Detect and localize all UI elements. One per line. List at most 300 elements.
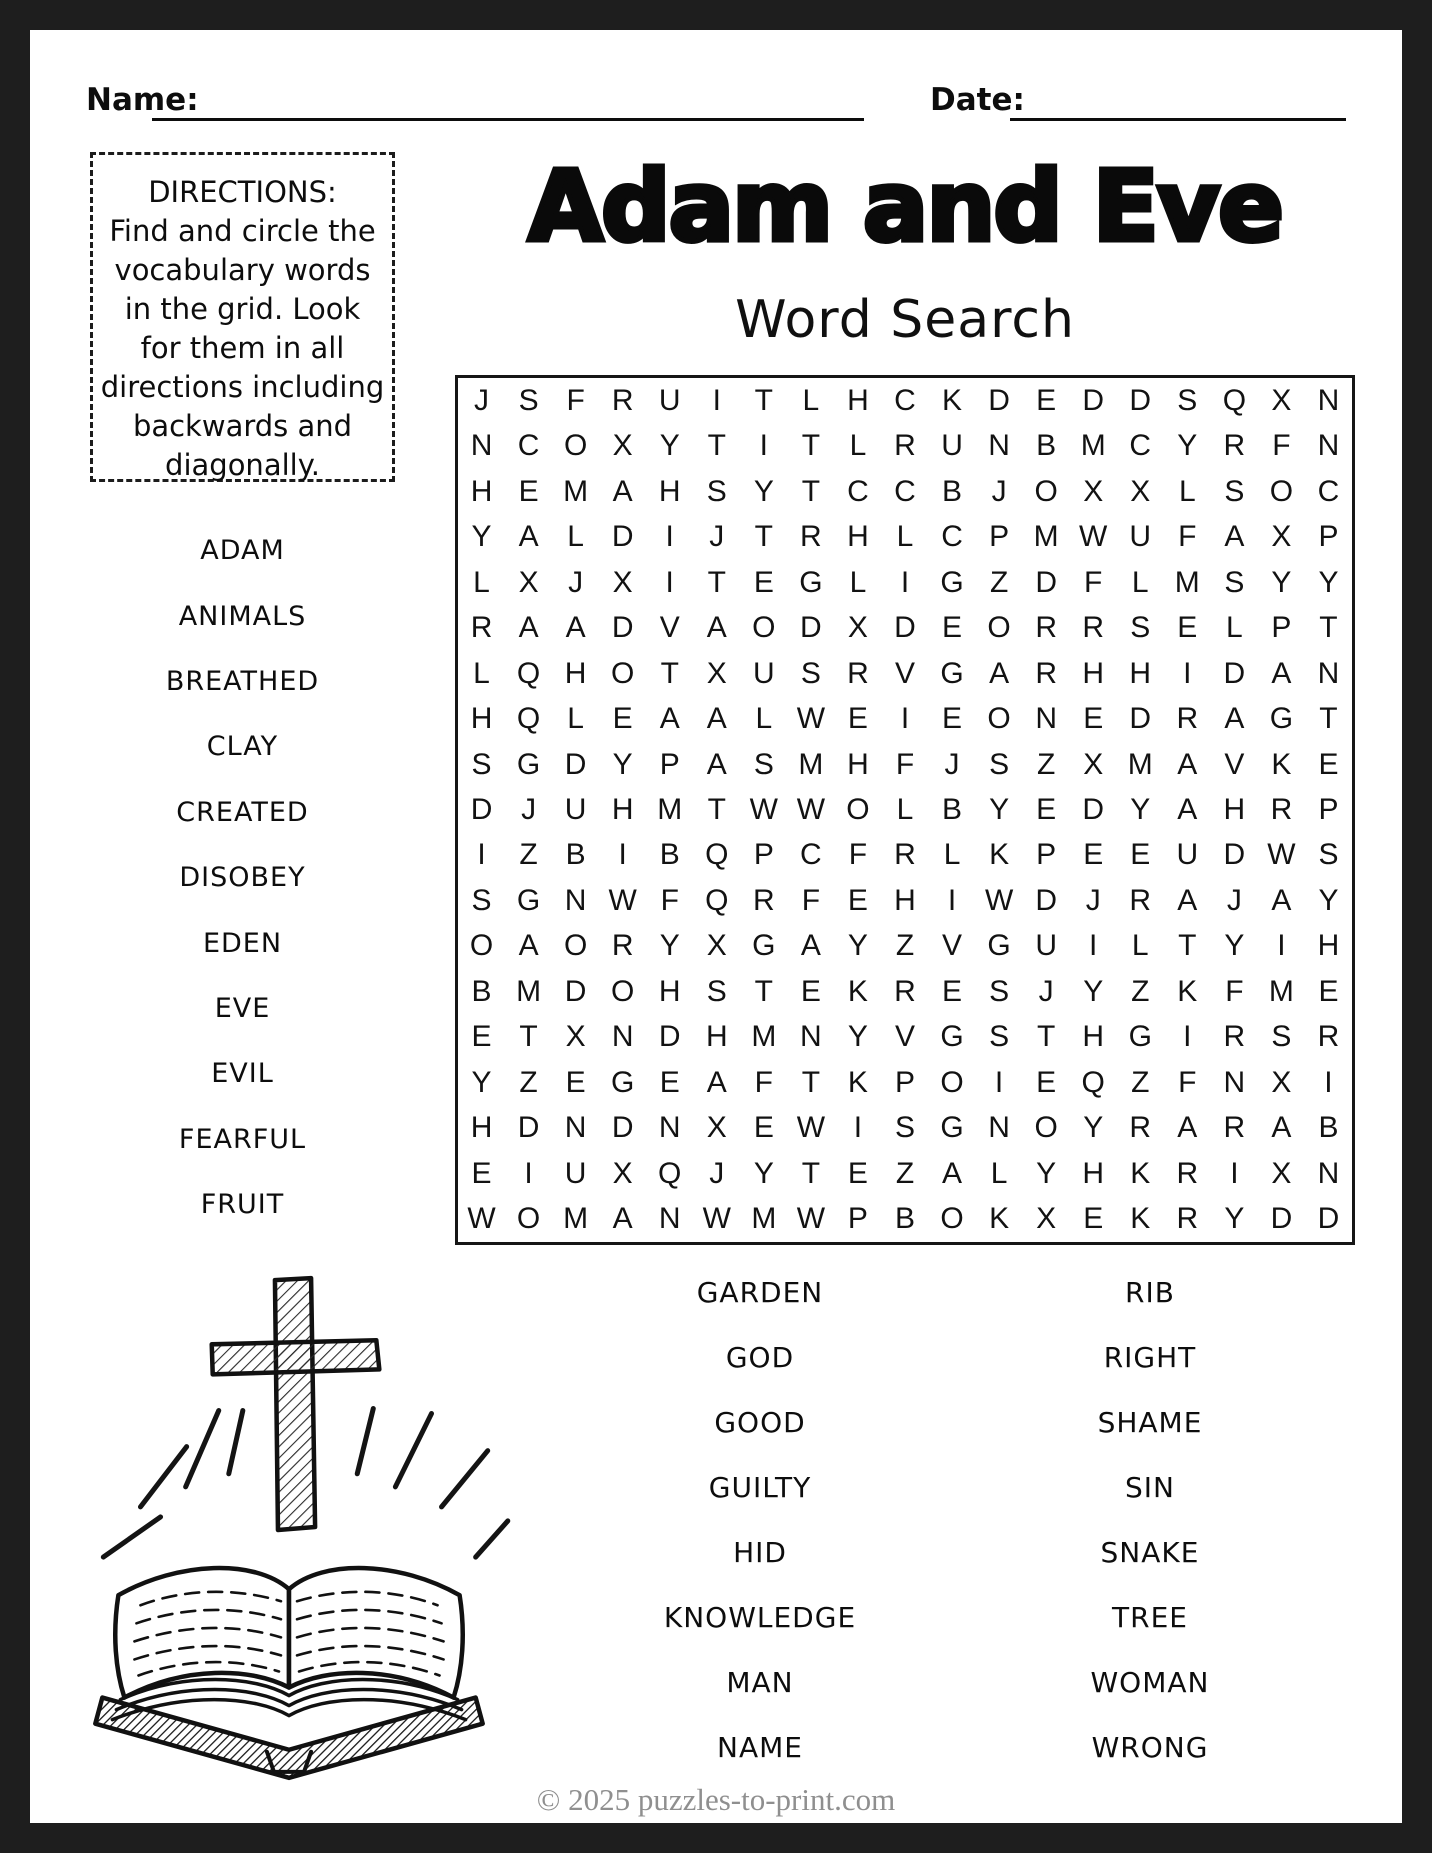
open-bible-icon bbox=[95, 1568, 482, 1778]
grid-cell: X bbox=[1083, 474, 1104, 508]
grid-cell: H bbox=[470, 702, 493, 736]
grid-cell: T bbox=[1036, 1020, 1056, 1054]
grid-cell: W bbox=[796, 1111, 826, 1145]
grid-cell: W bbox=[796, 1202, 826, 1236]
grid-cell: H bbox=[847, 747, 869, 781]
grid-cell: N bbox=[1317, 1156, 1340, 1190]
grid-cell: M bbox=[1174, 565, 1200, 599]
grid-cell: Q bbox=[705, 838, 729, 872]
grid-cell: D bbox=[1035, 565, 1057, 599]
grid-cell: J bbox=[991, 474, 1007, 508]
grid-cell: Z bbox=[1036, 747, 1056, 781]
grid-cell: E bbox=[942, 611, 963, 645]
word-list-item: SIN bbox=[1125, 1471, 1175, 1504]
grid-cell: V bbox=[894, 1020, 915, 1054]
word-list-item: EVE bbox=[214, 992, 271, 1024]
word-list-item: ANIMALS bbox=[178, 600, 307, 632]
grid-cell: Q bbox=[1081, 1065, 1105, 1099]
grid-cell: G bbox=[987, 929, 1011, 963]
grid-cell: A bbox=[1271, 883, 1292, 917]
grid-cell: H bbox=[1082, 656, 1105, 690]
grid-cell: O bbox=[469, 929, 494, 963]
grid-cell: T bbox=[754, 383, 773, 417]
grid-cell: D bbox=[611, 520, 634, 554]
grid-cell: U bbox=[564, 1156, 587, 1190]
directions-box bbox=[90, 152, 395, 482]
grid-cell: Y bbox=[1271, 565, 1292, 599]
grid-cell: R bbox=[1176, 1156, 1199, 1190]
grid-cell: M bbox=[563, 474, 589, 508]
word-list-item: GOD bbox=[725, 1341, 795, 1374]
grid-cell: I bbox=[900, 702, 910, 736]
grid-cell: F bbox=[848, 838, 868, 872]
grid-cell: R bbox=[1270, 792, 1293, 826]
grid-cell: G bbox=[611, 1065, 635, 1099]
grid-cell: J bbox=[1226, 883, 1242, 917]
grid-cell: A bbox=[1271, 1111, 1292, 1145]
grid-cell: S bbox=[1130, 611, 1151, 645]
grid-cell: E bbox=[1083, 838, 1104, 872]
grid-cell: M bbox=[1127, 747, 1153, 781]
grid-cell: M bbox=[751, 1020, 777, 1054]
grid-cell: C bbox=[894, 383, 916, 417]
grid-cell: E bbox=[800, 974, 821, 1008]
grid-cell: G bbox=[1269, 702, 1294, 736]
grid-cell: L bbox=[1226, 611, 1243, 645]
grid-cell: I bbox=[524, 1156, 533, 1190]
grid-cell: D bbox=[1082, 383, 1105, 417]
grid-cell: L bbox=[1131, 929, 1149, 963]
grid-cell: O bbox=[1034, 474, 1058, 508]
word-list-item: NAME bbox=[717, 1731, 803, 1764]
grid-cell: R bbox=[1082, 611, 1105, 645]
grid-cell: C bbox=[941, 520, 963, 554]
directions-line: directions including bbox=[100, 370, 385, 404]
word-list-item: RIB bbox=[1125, 1276, 1175, 1309]
grid-cell: D bbox=[894, 611, 916, 645]
grid-cell: T bbox=[801, 429, 821, 463]
grid-cell: E bbox=[1083, 1202, 1104, 1236]
word-list-item: FEARFUL bbox=[178, 1123, 307, 1155]
grid-cell: A bbox=[565, 611, 586, 645]
grid-cell: T bbox=[660, 656, 679, 690]
date-blank-line bbox=[1010, 84, 1346, 121]
grid-cell: J bbox=[568, 565, 584, 599]
grid-cell: Y bbox=[471, 1065, 492, 1099]
grid-cell: O bbox=[563, 929, 588, 963]
grid-cell: R bbox=[1129, 883, 1152, 917]
grid-cell: Z bbox=[519, 838, 538, 872]
grid-cell: X bbox=[612, 429, 633, 463]
grid-cell: X bbox=[518, 565, 539, 599]
grid-cell: R bbox=[1223, 1020, 1246, 1054]
grid-cell: S bbox=[1224, 474, 1245, 508]
grid-cell: L bbox=[567, 702, 584, 736]
grid-cell: U bbox=[1176, 838, 1199, 872]
grid-cell: F bbox=[1272, 429, 1291, 463]
word-list-item: WOMAN bbox=[1090, 1666, 1210, 1699]
grid-cell: Z bbox=[895, 1156, 915, 1190]
grid-cell: C bbox=[847, 474, 869, 508]
grid-cell: R bbox=[1223, 429, 1246, 463]
grid-cell: X bbox=[1130, 474, 1151, 508]
grid-cell: N bbox=[658, 1202, 681, 1236]
grid-cell: E bbox=[1036, 383, 1057, 417]
grid-cell: U bbox=[658, 383, 681, 417]
grid-cell: U bbox=[1035, 929, 1057, 963]
grid-cell: A bbox=[1177, 883, 1198, 917]
grid-cell: L bbox=[943, 838, 961, 872]
grid-cell: G bbox=[940, 656, 964, 690]
grid-cell: Y bbox=[847, 1020, 868, 1054]
grid-cell: K bbox=[847, 1065, 868, 1099]
grid-cell: K bbox=[989, 838, 1010, 872]
grid-cell: I bbox=[759, 429, 768, 463]
grid-cell: N bbox=[800, 1020, 822, 1054]
grid-cell: E bbox=[612, 702, 633, 736]
grid-cell: O bbox=[987, 702, 1011, 736]
grid-cell: W bbox=[608, 883, 637, 917]
grid-cell: F bbox=[1178, 1065, 1197, 1099]
grid-cell: H bbox=[470, 474, 493, 508]
grid-cell: S bbox=[518, 383, 539, 417]
grid-cell: S bbox=[706, 474, 727, 508]
grid-cell: X bbox=[1271, 383, 1292, 417]
grid-cell: K bbox=[1130, 1156, 1151, 1190]
grid-cell: R bbox=[894, 429, 916, 463]
grid-cell: B bbox=[565, 838, 586, 872]
grid-cell: F bbox=[660, 883, 679, 917]
word-list-item: CREATED bbox=[176, 796, 309, 828]
grid-cell: E bbox=[565, 1065, 586, 1099]
grid-cell: J bbox=[521, 792, 537, 826]
grid-cell: P bbox=[1318, 792, 1339, 826]
grid-cell: R bbox=[1035, 656, 1057, 690]
grid-cell: R bbox=[611, 929, 634, 963]
grid-cell: A bbox=[1224, 702, 1245, 736]
word-list-item: GUILTY bbox=[708, 1471, 812, 1504]
grid-cell: T bbox=[707, 792, 726, 826]
grid-cell: N bbox=[564, 1111, 587, 1145]
grid-cell: D bbox=[470, 792, 493, 826]
grid-cell: P bbox=[847, 1202, 868, 1236]
grid-cell: Y bbox=[1130, 792, 1151, 826]
grid-cell: P bbox=[1271, 611, 1292, 645]
grid-cell: W bbox=[984, 883, 1014, 917]
word-list-item: CLAY bbox=[206, 731, 279, 763]
grid-cell: E bbox=[847, 1156, 868, 1190]
grid-cell: H bbox=[470, 1111, 493, 1145]
grid-cell: N bbox=[1223, 1065, 1246, 1099]
grid-cell: J bbox=[944, 747, 960, 781]
grid-cell: B bbox=[1318, 1111, 1339, 1145]
grid-cell: J bbox=[1085, 883, 1101, 917]
grid-cell: X bbox=[1271, 1156, 1292, 1190]
grid-cell: D bbox=[611, 611, 634, 645]
name-label: Name: bbox=[86, 82, 199, 118]
grid-cell: D bbox=[517, 1111, 540, 1145]
grid-cell: I bbox=[618, 838, 627, 872]
grid-cell: T bbox=[519, 1020, 538, 1054]
grid-cell: H bbox=[1082, 1020, 1105, 1054]
grid-cell: C bbox=[800, 838, 822, 872]
grid-cell: O bbox=[611, 974, 635, 1008]
grid-cell: T bbox=[754, 974, 773, 1008]
grid-cell: P bbox=[1318, 520, 1339, 554]
grid-cell: Y bbox=[471, 520, 492, 554]
name-blank-line bbox=[152, 84, 864, 121]
grid-cell: O bbox=[1269, 474, 1294, 508]
grid-cell: X bbox=[612, 1156, 633, 1190]
directions-line: backwards and bbox=[132, 409, 353, 443]
grid-cell: I bbox=[900, 565, 910, 599]
grid-cell: I bbox=[665, 565, 674, 599]
grid-cell: C bbox=[517, 429, 540, 463]
grid-cell: Z bbox=[895, 929, 915, 963]
grid-cell: N bbox=[564, 883, 587, 917]
grid-cell: A bbox=[1224, 520, 1245, 554]
word-list-item: EVIL bbox=[211, 1058, 274, 1090]
grid-cell: P bbox=[989, 520, 1010, 554]
puzzle-title: Adam and Eve bbox=[528, 150, 1282, 263]
grid-cell: G bbox=[1128, 1020, 1152, 1054]
directions-line: diagonally. bbox=[165, 448, 320, 482]
word-list-item: ADAM bbox=[200, 535, 285, 567]
grid-cell: C bbox=[894, 474, 916, 508]
grid-cell: Y bbox=[1083, 974, 1104, 1008]
grid-cell: K bbox=[847, 974, 868, 1008]
grid-cell: H bbox=[847, 383, 869, 417]
grid-cell: I bbox=[712, 383, 721, 417]
grid-cell: H bbox=[658, 474, 681, 508]
grid-cell: S bbox=[1271, 1020, 1292, 1054]
grid-cell: Y bbox=[847, 929, 868, 963]
word-list-left bbox=[90, 518, 395, 1237]
grid-cell: H bbox=[611, 792, 634, 826]
grid-cell: I bbox=[477, 838, 486, 872]
grid-cell: J bbox=[1038, 974, 1054, 1008]
grid-cell: Y bbox=[659, 429, 680, 463]
grid-cell: E bbox=[1083, 702, 1104, 736]
grid-cell: K bbox=[1177, 974, 1198, 1008]
grid-cell: O bbox=[1034, 1111, 1058, 1145]
grid-cell: W bbox=[796, 702, 826, 736]
grid-cell: Q bbox=[705, 883, 729, 917]
grid-cell: P bbox=[659, 747, 680, 781]
grid-cell: P bbox=[894, 1065, 915, 1099]
grid-cell: E bbox=[942, 974, 963, 1008]
grid-cell: E bbox=[1318, 974, 1339, 1008]
grid-cell: R bbox=[847, 656, 869, 690]
word-list-item: SHAME bbox=[1097, 1406, 1203, 1439]
grid-cell: A bbox=[942, 1156, 963, 1190]
grid-cell: A bbox=[1177, 792, 1198, 826]
grid-cell: Y bbox=[753, 1156, 774, 1190]
word-list-item: RIGHT bbox=[1103, 1341, 1197, 1374]
word-list-item: SNAKE bbox=[1100, 1536, 1200, 1569]
grid-cell: I bbox=[1230, 1156, 1239, 1190]
grid-cell: W bbox=[702, 1202, 731, 1236]
grid-cell: S bbox=[706, 974, 727, 1008]
grid-cell: H bbox=[847, 520, 869, 554]
grid-cell: E bbox=[471, 1156, 492, 1190]
directions-line: Find and circle the bbox=[109, 214, 376, 248]
grid-cell: T bbox=[1178, 929, 1197, 963]
word-list-item: MAN bbox=[726, 1666, 794, 1699]
grid-cell: D bbox=[1129, 383, 1152, 417]
grid-cell: Q bbox=[658, 1156, 682, 1190]
grid-cell: V bbox=[659, 611, 680, 645]
grid-cell: B bbox=[942, 792, 963, 826]
grid-cell: X bbox=[1083, 747, 1104, 781]
grid-cell: S bbox=[989, 1020, 1010, 1054]
grid-cell: N bbox=[1317, 429, 1340, 463]
grid-cell: S bbox=[1224, 565, 1245, 599]
grid-cell: X bbox=[1271, 1065, 1292, 1099]
grid-cell: E bbox=[1177, 611, 1198, 645]
grid-cell: S bbox=[1318, 838, 1339, 872]
grid-cell: O bbox=[563, 429, 588, 463]
grid-cell: A bbox=[1177, 747, 1198, 781]
grid-cell: Y bbox=[1318, 565, 1339, 599]
grid-cell: D bbox=[611, 1111, 634, 1145]
grid-cell: B bbox=[659, 838, 680, 872]
grid-cell: I bbox=[1324, 1065, 1333, 1099]
grid-cell: B bbox=[894, 1202, 915, 1236]
grid-cell: M bbox=[563, 1202, 589, 1236]
grid-cell: F bbox=[895, 747, 915, 781]
grid-cell: Q bbox=[516, 702, 541, 736]
cross-and-bible-illustration bbox=[58, 1258, 520, 1820]
grid-cell: D bbox=[1082, 792, 1105, 826]
grid-cell: G bbox=[940, 565, 964, 599]
grid-cell: Z bbox=[1131, 974, 1150, 1008]
grid-cell: H bbox=[705, 1020, 728, 1054]
grid-cell: Y bbox=[753, 474, 774, 508]
directions-line: for them in all bbox=[140, 331, 345, 365]
grid-cell: L bbox=[567, 520, 584, 554]
grid-cell: Y bbox=[1177, 429, 1198, 463]
grid-cell: F bbox=[1178, 520, 1197, 554]
word-list-bottom-left bbox=[560, 1260, 960, 1780]
grid-cell: D bbox=[564, 747, 587, 781]
grid-cell: Z bbox=[1131, 1065, 1150, 1099]
date-label: Date: bbox=[930, 82, 1025, 118]
grid-cell: L bbox=[849, 429, 867, 463]
grid-cell: M bbox=[798, 747, 824, 781]
grid-cell: H bbox=[564, 656, 587, 690]
grid-cell: E bbox=[1036, 792, 1057, 826]
grid-cell: A bbox=[1271, 656, 1292, 690]
grid-cell: Q bbox=[1222, 383, 1247, 417]
grid-cell: E bbox=[659, 1065, 680, 1099]
grid-cell: P bbox=[753, 838, 774, 872]
grid-cell: Y bbox=[1083, 1111, 1104, 1145]
grid-cell: S bbox=[753, 747, 774, 781]
grid-cell: G bbox=[752, 929, 776, 963]
grid-cell: M bbox=[1268, 974, 1294, 1008]
grid-cell: N bbox=[1035, 702, 1057, 736]
directions-heading: DIRECTIONS: bbox=[148, 175, 337, 209]
grid-cell: O bbox=[516, 1202, 541, 1236]
grid-cell: I bbox=[1089, 929, 1098, 963]
grid-cell: O bbox=[846, 792, 870, 826]
grid-cell: N bbox=[988, 429, 1010, 463]
grid-cell: V bbox=[894, 656, 915, 690]
grid-cell: Z bbox=[519, 1065, 538, 1099]
grid-cell: X bbox=[1036, 1202, 1057, 1236]
grid-cell: B bbox=[471, 974, 492, 1008]
grid-cell: H bbox=[1082, 1156, 1105, 1190]
grid-cell: E bbox=[753, 1111, 774, 1145]
grid-cell: A bbox=[989, 656, 1010, 690]
grid-cell: E bbox=[847, 702, 868, 736]
grid-cell: E bbox=[1130, 838, 1151, 872]
grid-cell: T bbox=[801, 1156, 821, 1190]
grid-cell: R bbox=[1317, 1020, 1340, 1054]
grid-cell: Z bbox=[989, 565, 1009, 599]
grid-cell: A bbox=[518, 929, 539, 963]
grid-cell: D bbox=[1317, 1202, 1340, 1236]
grid-cell: N bbox=[1317, 656, 1340, 690]
grid-cell: E bbox=[753, 565, 774, 599]
grid-cell: S bbox=[471, 747, 492, 781]
grid-cell: S bbox=[471, 883, 492, 917]
grid-cell: X bbox=[1271, 520, 1292, 554]
grid-cell: H bbox=[894, 883, 916, 917]
grid-cell: R bbox=[894, 974, 916, 1008]
grid-cell: K bbox=[1271, 747, 1292, 781]
footer-copyright: © 2025 puzzles-to-print.com bbox=[536, 1782, 896, 1817]
grid-cell: A bbox=[518, 611, 539, 645]
grid-cell: B bbox=[942, 474, 963, 508]
grid-cell: A bbox=[800, 929, 821, 963]
word-list-bottom-right bbox=[950, 1260, 1350, 1780]
grid-cell: A bbox=[706, 747, 727, 781]
grid-cell: K bbox=[942, 383, 963, 417]
grid-cell: R bbox=[611, 383, 634, 417]
grid-cell: R bbox=[1176, 702, 1199, 736]
grid-cell: J bbox=[709, 520, 725, 554]
grid-cell: H bbox=[1223, 792, 1246, 826]
grid-cell: O bbox=[940, 1202, 964, 1236]
grid-cell: M bbox=[751, 1202, 777, 1236]
grid-cell: L bbox=[473, 656, 490, 690]
grid-cell: L bbox=[896, 792, 914, 826]
grid-cell: S bbox=[1177, 383, 1198, 417]
grid-cell: F bbox=[566, 383, 585, 417]
grid-cell: R bbox=[1035, 611, 1057, 645]
grid-cell: L bbox=[473, 565, 490, 599]
grid-cell: F bbox=[801, 883, 821, 917]
directions-line: in the grid. Look bbox=[124, 292, 361, 326]
word-list-item: WRONG bbox=[1091, 1731, 1209, 1764]
grid-cell: R bbox=[1129, 1111, 1152, 1145]
grid-cell: F bbox=[1225, 974, 1244, 1008]
directions-line: vocabulary words bbox=[114, 253, 371, 287]
grid-cell: G bbox=[516, 747, 541, 781]
grid-cell: I bbox=[947, 883, 957, 917]
grid-cell: R bbox=[800, 520, 822, 554]
grid-cell: O bbox=[752, 611, 776, 645]
grid-cell: I bbox=[665, 520, 674, 554]
grid-cell: B bbox=[1036, 429, 1057, 463]
grid-cell: D bbox=[1223, 838, 1246, 872]
word-list-item: FRUIT bbox=[200, 1189, 285, 1221]
grid-cell: H bbox=[658, 974, 681, 1008]
grid-cell: F bbox=[1084, 565, 1103, 599]
grid-cell: Y bbox=[1224, 1202, 1245, 1236]
